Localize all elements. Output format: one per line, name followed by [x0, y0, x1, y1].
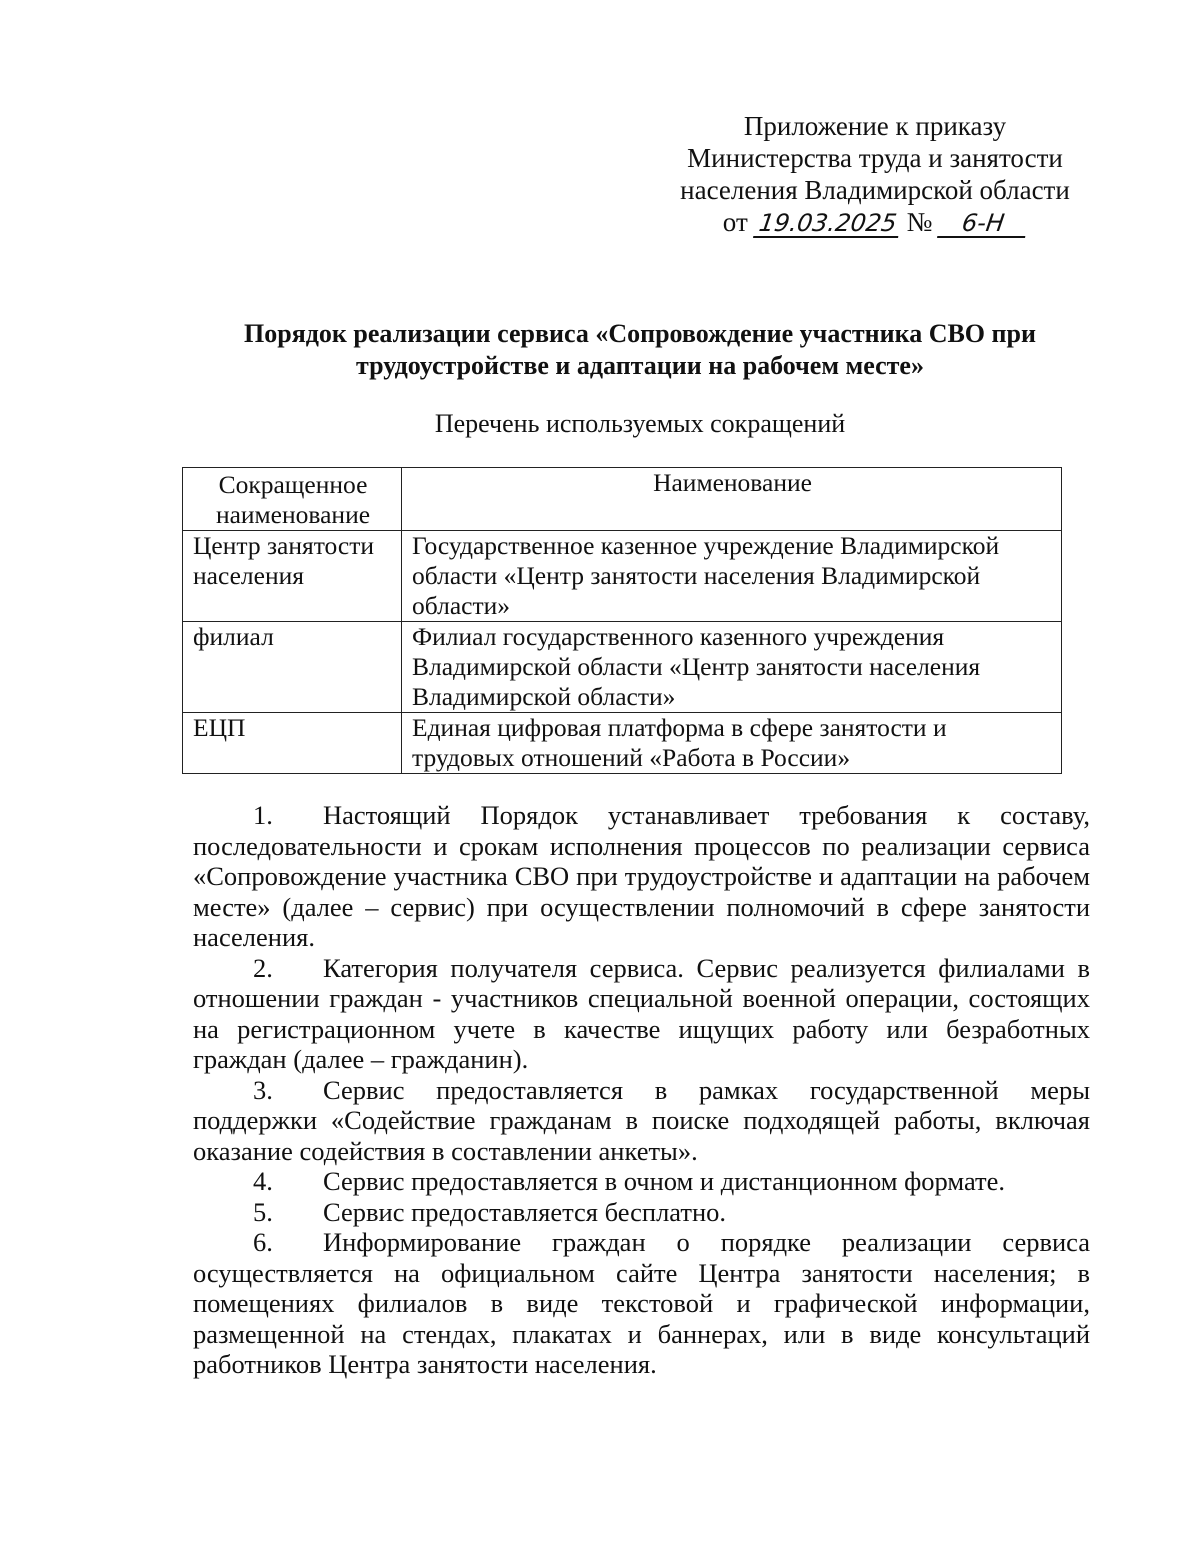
table-row	[183, 622, 1062, 713]
full-name-cell: Единая цифровая платформа в сфере занятости и трудовых отношений «Работа в России»	[402, 713, 1062, 774]
order-appendix-header	[640, 110, 1110, 238]
paragraph-4	[193, 1166, 1090, 1197]
paragraph-text: Сервис предоставляется бесплатно.	[323, 1196, 727, 1227]
abbreviations-subtitle: Перечень используемых сокращений	[434, 409, 846, 438]
abbreviation-cell: филиал	[183, 622, 402, 713]
abbreviation-cell: ЕЦП	[183, 713, 402, 774]
header-line-3: населения Владимирской области	[680, 175, 1070, 205]
table-row	[183, 713, 1062, 774]
numbered-paragraphs	[193, 800, 1090, 1380]
document-title	[160, 318, 1120, 382]
paragraph-1	[193, 800, 1090, 953]
full-name-cell: Филиал государственного казенного учреждения Владимирской области «Центр занятости населения Владимирской области»	[402, 622, 1062, 713]
table-row	[183, 531, 1062, 622]
paragraph-2	[193, 953, 1090, 1075]
paragraph-number: 1.	[253, 800, 273, 830]
column-header-abbreviation: Сокращенное наименование	[183, 468, 402, 531]
paragraph-text: Информирование граждан о порядке реализации сервиса осуществляется на официальном сайте Центра занятости населения; в помещениях филиалов в виде текстовой и графической информации, размещенной на стендах, плакатах и баннерах, или в виде консультаций работников Центра занятости населения.	[193, 1227, 1090, 1379]
paragraph-number: 4.	[253, 1166, 273, 1196]
header-line-2: Министерства труда и занятости	[687, 143, 1063, 173]
title-line-1: Порядок реализации сервиса «Сопровождение участника СВО при	[244, 319, 1036, 348]
paragraph-number: 6.	[253, 1227, 273, 1257]
abbreviations-table	[182, 467, 1062, 774]
paragraph-text: Категория получателя сервиса. Сервис реализуется филиалами в отношении граждан - участников специальной военной операции, состоящих на регистрационном учете в качестве ищущих работу или безработных граждан (далее – гражданин).	[193, 952, 1090, 1074]
paragraph-text: Настоящий Порядок устанавливает требования к составу, последовательности и срокам исполнения процессов по реализации сервиса «Сопровождение участника СВО при трудоустройстве и адаптации на рабочем месте» (далее – сервис) при осуществлении полномочий в сфере занятости населения.	[193, 800, 1090, 952]
title-line-2: трудоустройстве и адаптации на рабочем месте»	[356, 351, 924, 380]
column-header-name: Наименование	[402, 468, 1062, 531]
paragraph-6	[193, 1227, 1090, 1380]
paragraph-number: 2.	[253, 952, 273, 983]
table-header-row	[183, 468, 1062, 531]
abbreviation-cell: Центр занятости населения	[183, 531, 402, 622]
number-prefix: №	[906, 207, 933, 237]
paragraph-5	[193, 1197, 1090, 1228]
paragraph-number: 5.	[253, 1196, 273, 1227]
order-date-number-line	[640, 206, 1110, 238]
handwritten-date: 19.03.2025	[753, 210, 902, 238]
date-prefix: от	[722, 207, 748, 237]
paragraph-3	[193, 1075, 1090, 1167]
header-line-1: Приложение к приказу	[743, 111, 1007, 141]
full-name-cell: Государственное казенное учреждение Владимирской области «Центр занятости населения Владимирской области»	[402, 531, 1062, 622]
handwritten-order-number: 6-Н	[937, 210, 1029, 238]
paragraph-number: 3.	[253, 1074, 273, 1105]
paragraph-text: Сервис предоставляется в рамках государственной меры поддержки «Содействие гражданам в поиске подходящей работы, включая оказание содействия в составлении анкеты».	[193, 1074, 1090, 1166]
paragraph-text: Сервис предоставляется в очном и дистанционном формате.	[323, 1166, 1006, 1196]
